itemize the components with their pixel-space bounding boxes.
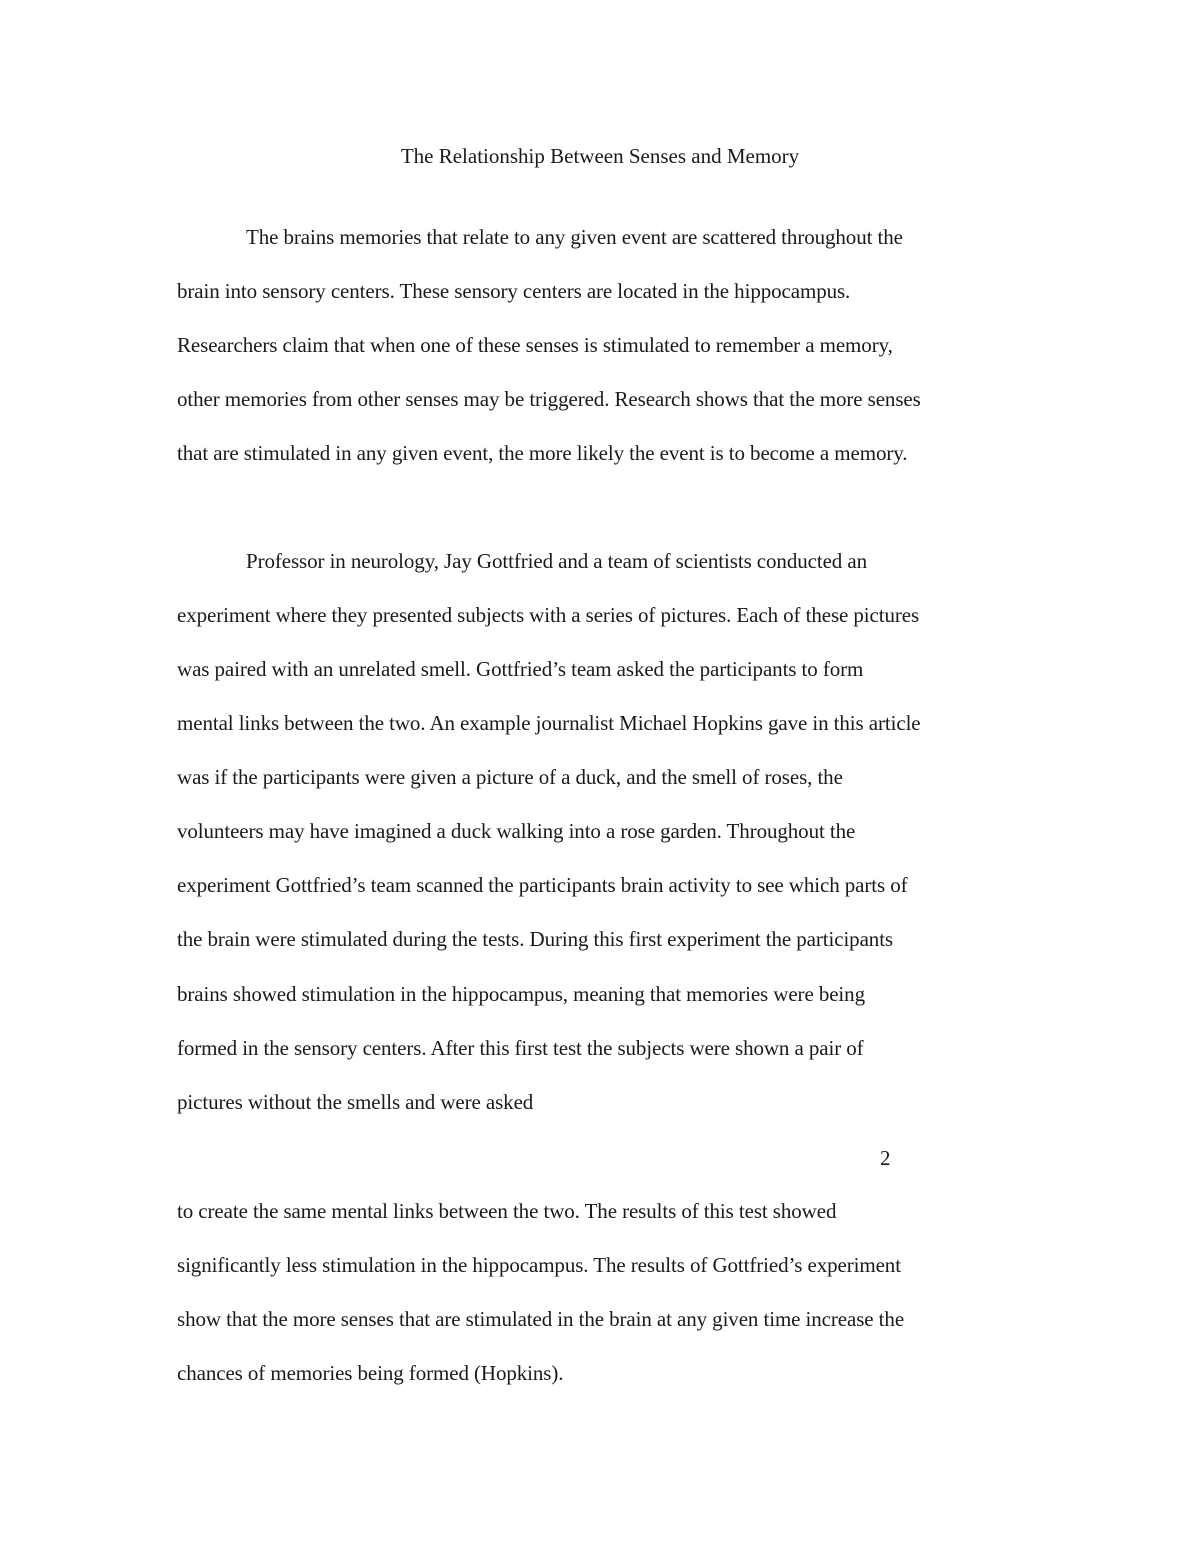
paragraph2-line: was paired with an unrelated smell. Gottfried’s team asked the participants to form <box>177 657 864 681</box>
paragraph1-line: brain into sensory centers. These sensory centers are located in the hippocampus. <box>177 279 851 303</box>
paragraph2-continued-line: chances of memories being formed (Hopkins). <box>177 1361 564 1385</box>
paragraph2-line: brains showed stimulation in the hippocampus, meaning that memories were being <box>177 982 865 1006</box>
paragraph2-line: was if the participants were given a picture of a duck, and the smell of roses, the <box>177 765 843 789</box>
paragraph2-line: the brain were stimulated during the tests. During this first experiment the participants <box>177 927 894 951</box>
paragraph2-line: mental links between the two. An example journalist Michael Hopkins gave in this article <box>177 711 921 735</box>
paragraph2-continued-line: to create the same mental links between the two. The results of this test showed <box>177 1199 837 1223</box>
paragraph1-line: Researchers claim that when one of these senses is stimulated to remember a memory, <box>177 333 893 357</box>
paragraph2-line: experiment where they presented subjects with a series of pictures. Each of these pictures <box>177 603 920 627</box>
paragraph2-continued-line: significantly less stimulation in the hippocampus. The results of Gottfried’s experiment <box>177 1253 901 1277</box>
page-number: 2 <box>880 1146 891 1170</box>
paragraph1-line: that are stimulated in any given event, the more likely the event is to become a memory. <box>177 441 908 465</box>
paragraph1-line: other memories from other senses may be triggered. Research shows that the more senses <box>177 387 921 411</box>
document-title: The Relationship Between Senses and Memory <box>400 144 800 168</box>
paragraph2-line: pictures without the smells and were asked <box>177 1090 534 1114</box>
paragraph2-line: formed in the sensory centers. After this first test the subjects were shown a pair of <box>177 1036 864 1060</box>
paragraph2-line: experiment Gottfried’s team scanned the participants brain activity to see which parts of <box>177 873 908 897</box>
paragraph2-continued-line: show that the more senses that are stimulated in the brain at any given time increase the <box>177 1307 905 1331</box>
paragraph1-line: The brains memories that relate to any given event are scattered throughout the <box>246 225 903 249</box>
paragraph2-line: volunteers may have imagined a duck walking into a rose garden. Throughout the <box>177 819 856 843</box>
paragraph2-line: Professor in neurology, Jay Gottfried and a team of scientists conducted an <box>246 549 867 573</box>
